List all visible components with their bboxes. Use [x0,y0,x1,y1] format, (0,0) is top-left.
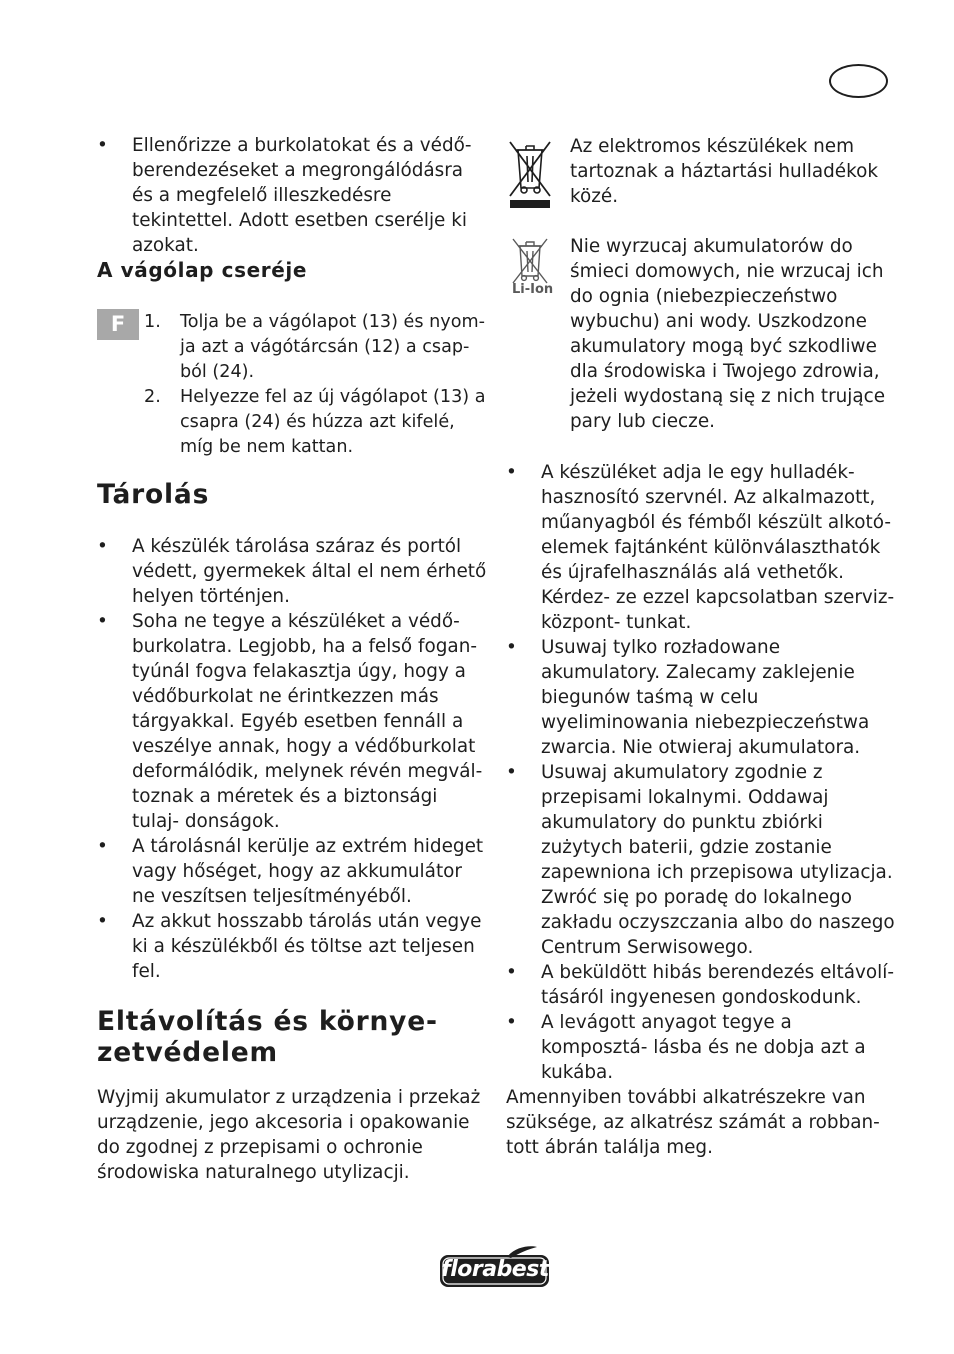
crossed-bin-icon [506,136,554,208]
crossed-battery-bin-icon [510,236,550,288]
list-item: • A készüléket adja le egy hulladék- hasznosító szervnél. Az alkalmazott, műanyagból és fémből készült alkotó- elemek fajtánként különválaszthatók és újrafelhasználás alá vethetők. Kérdez- ze ezzel kapcsolatban szerviz-központ- tunkat. [506,460,898,635]
list-item: • A tárolásnál kerülje az extrém hideget vagy hőséget, hogy az akkumulátor ne veszítsen teljesítményéből. [97,834,487,909]
weee-block [506,134,900,214]
blade-heading: A vágólap cseréje [97,258,308,282]
storage-bullet-list [97,534,487,984]
step-item [97,310,487,385]
weee-text: Az elektromos készülékek nem tartoznak a háztartási hulladékok közé. [570,136,879,207]
disposal-heading-line-1: Eltávolítás és környe- [97,1006,438,1037]
list-item: • Az akkut hosszabb tárolás után vegye ki a készülékből és töltse azt teljesen fel. [97,909,487,984]
step-item [97,385,487,460]
step-number: 2. [144,387,161,407]
right-bullet-list [506,460,898,1085]
disposal-heading-line-2: zetvédelem [97,1037,278,1068]
battery-text: Nie wyrzucaj akumulatorów do śmieci domowych, nie wrzucaj ich do ognia (niebezpieczeństwo wybuchu) ani wody. Uszkodzone akumulatory mogą być szkodliwe dla środowiska i Twojego zdrowia, jeżeli wydostaną się z nich trujące pary lub ciecze. [570,236,886,432]
battery-block [506,234,900,434]
battery-label: Li-Ion [512,282,554,297]
logo-text: florabest [441,1257,549,1282]
step-number: 1. [144,312,161,332]
list-item: • Usuwaj akumulatory zgodnie z przepisami lokalnymi. Oddawaj akumulatory do punktu zbiórki zużytych baterii, gdzie zostanie zapewniona ich przepisowa utylizacja. Zwróć się po poradę do lokalnego zakładu oczyszczania albo do naszego Centrum Serwisowego. [506,760,898,960]
parts-text: Amennyiben további alkatrészekre van szüksége, az alkatrész számát a robban- tott ábrán találja meg. [506,1087,880,1158]
list-item: • A beküldött hibás berendezés eltávolí- tásáról ingyenesen gondoskodunk. [506,960,898,1010]
list-item: • Soha ne tegye a készüléket a védő- burkolatra. Legjobb, ha a felső fogan- tyúnál fogva felakasztja úgy, hogy a védőburkolat ne érintkezzen más tárgyakkal. Egyéb esetben fennáll a veszélye annak, hogy a védőburkolat deformálódik, melynek révén megvál- toznak a méretek és a biztonsági tulaj- donságok. [97,609,487,834]
step-text: Tolja be a vágólapot (13) és nyom- ja azt a vágótárcsán (12) a csap- ból (24). [180,312,485,382]
figure-label: F [97,309,139,340]
language-indicator [829,64,888,98]
storage-heading: Tárolás [97,479,210,510]
steps-list [97,310,487,460]
intro-bullet-list [97,133,487,258]
list-item: • Ellenőrizze a burkolatokat és a védő- berendezéseket a megrongálódásra és a megfelelő illeszkedésre tekintettel. Adott esetben cserélje ki azokat. [97,133,487,258]
disposal-text: Wyjmij akumulator z urządzenia i przekaż urządzenie, jego akcesoria i opakowanie do zgodnej z przepisami o ochronie środowiska naturalnego utylizacji. [97,1087,481,1183]
disposal-heading [97,1006,438,1068]
list-item: • A levágott anyagot tegye a komposztá- lásba és ne dobja azt a kukába. [506,1010,898,1085]
list-item: • Usuwaj tylko rozładowane akumulatory. Zalecamy zaklejenie biegunów taśmą w celu wyeliminowania niebezpieczeństwa zwarcia. Nie otwieraj akumulatora. [506,635,898,760]
list-item: • A készülék tárolása száraz és portól védett, gyermekek által el nem érhető helyen történjen. [97,534,487,609]
step-text: Helyezze fel az új vágólapot (13) a csapra (24) és húzza azt kifelé, míg be nem kattan. [180,387,486,457]
